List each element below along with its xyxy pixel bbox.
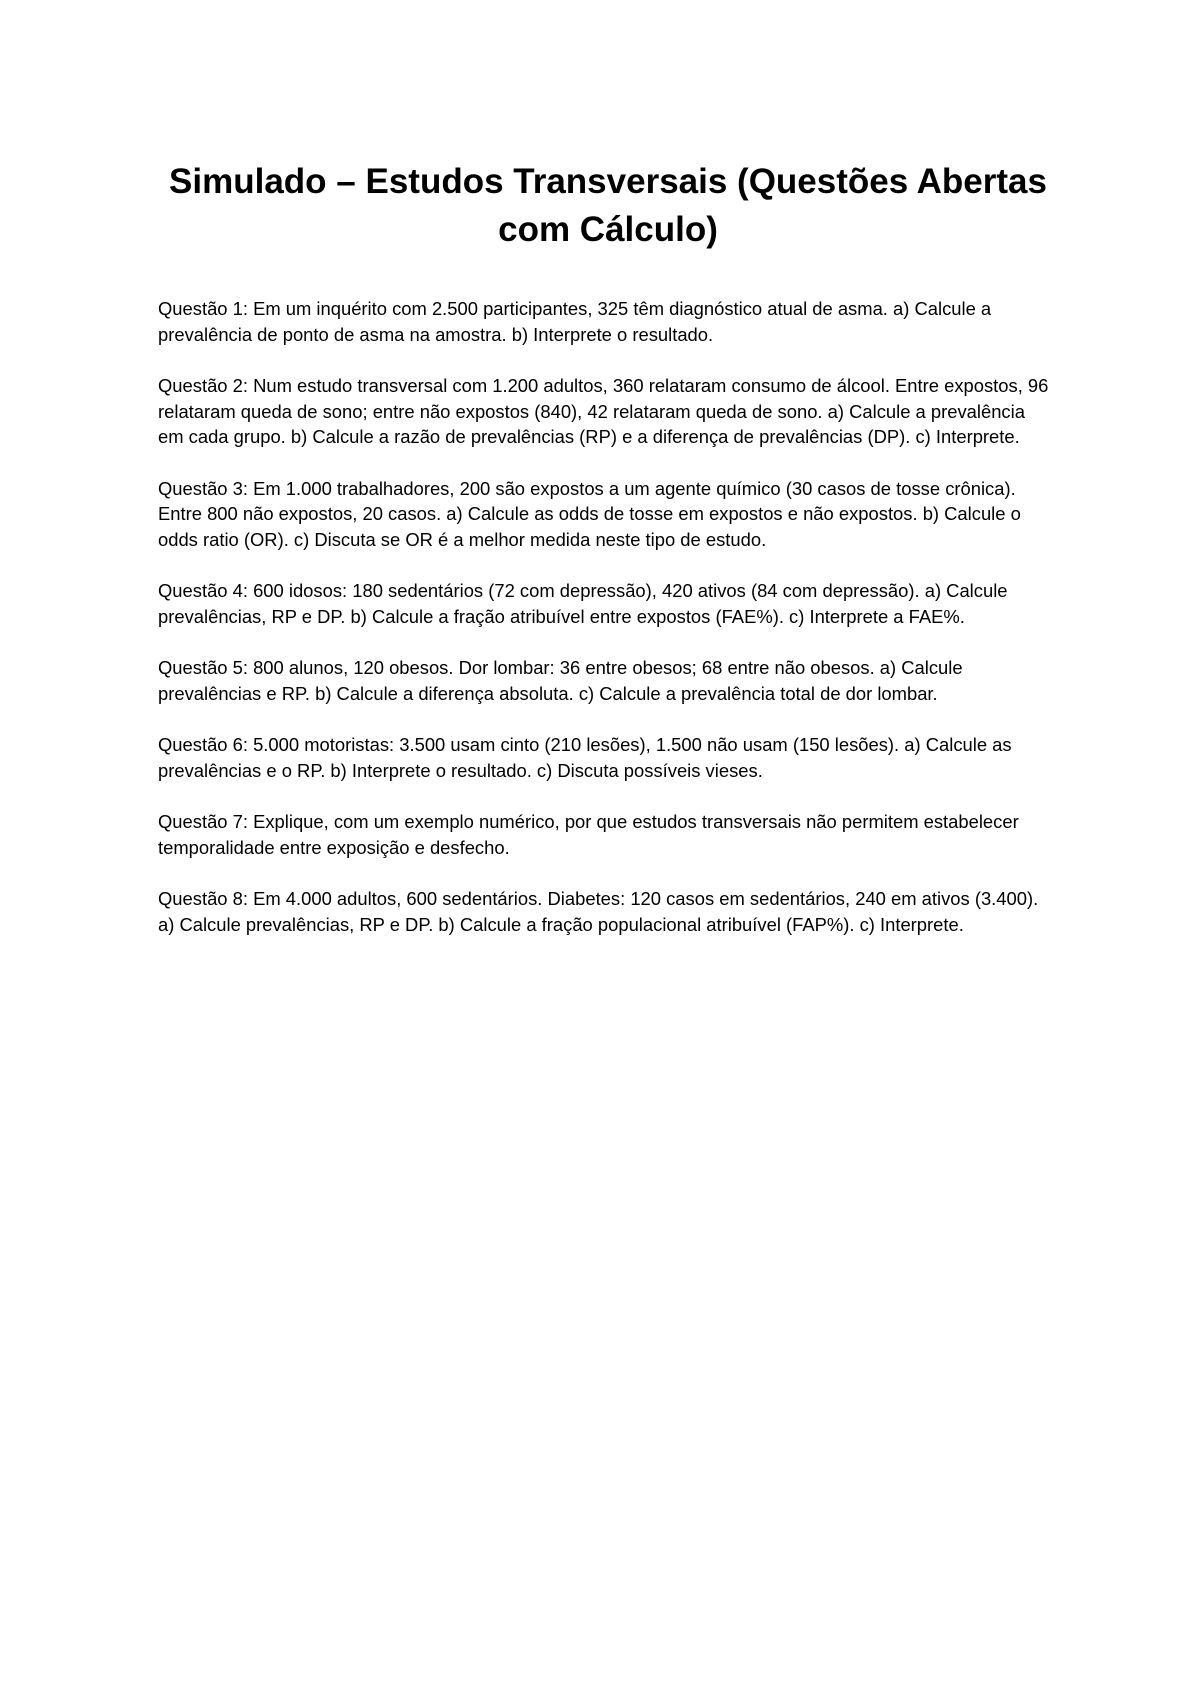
question-3: Questão 3: Em 1.000 trabalhadores, 200 são expostos a um agente químico (30 casos de tosse crônica). Entre 800 não expostos, 20 casos. a) Calcule as odds de tosse em expostos e não expostos. b) Calcule o odds ratio (OR). c) Discuta se OR é a melhor medida neste tipo de estudo. (158, 477, 1021, 550)
question-7: Questão 7: Explique, com um exemplo numérico, por que estudos transversais não permitem estabelecer temporalidade entre exposição e desfecho. (158, 811, 1019, 858)
question-1: Questão 1: Em um inquérito com 2.500 participantes, 325 têm diagnóstico atual de asma. a) Calcule a prevalência de ponto de asma na amostra. b) Interprete o resultado. (158, 298, 992, 345)
question-4: Questão 4: 600 idosos: 180 sedentários (72 com depressão), 420 ativos (84 com depressão). a) Calcule prevalências, RP e DP. b) Calcule a fração atribuível entre expostos (FAE%). c) Interprete a FAE%. (158, 580, 1008, 627)
question-6: Questão 6: 5.000 motoristas: 3.500 usam cinto (210 lesões), 1.500 não usam (150 lesões). a) Calcule as prevalências e o RP. b) Interprete o resultado. c) Discuta possíveis vieses. (158, 734, 1012, 781)
document-page (158, 158, 1058, 963)
question-5: Questão 5: 800 alunos, 120 obesos. Dor lombar: 36 entre obesos; 68 entre não obesos. a) Calcule prevalências e RP. b) Calcule a diferença absoluta. c) Calcule a prevalência total de dor lombar. (158, 657, 963, 704)
document-title: Simulado – Estudos Transversais (Questões Abertas com Cálculo) (169, 162, 1047, 249)
question-2: Questão 2: Num estudo transversal com 1.200 adultos, 360 relataram consumo de álcool. Entre expostos, 96 relataram queda de sono; entre não expostos (840), 42 relataram queda de sono. a) Calcule a prevalência em cada grupo. b) Calcule a razão de prevalências (RP) e a diferença de prevalências (DP). c) Interprete. (158, 375, 1049, 447)
question-list (158, 296, 1058, 937)
question-8: Questão 8: Em 4.000 adultos, 600 sedentários. Diabetes: 120 casos em sedentários, 240 em ativos (3.400). a) Calcule prevalências, RP e DP. b) Calcule a fração populacional atribuível (FAP%). c) Interprete. (158, 888, 1039, 935)
